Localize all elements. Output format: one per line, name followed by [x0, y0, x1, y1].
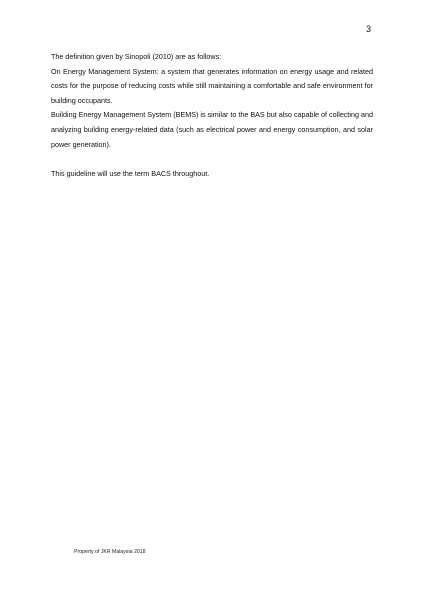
intro-paragraph: The definition given by Sinopoli (2010) are as follows:	[51, 52, 222, 61]
bems-definition-paragraph: Building Energy Management System (BEMS) is similar to the BAS but also capable of collecting and analyzing building energy-related data (such as electrical power and energy consumption, and solar power generation).	[51, 110, 373, 149]
page-footer: Property of JKR Malaysia 2018	[74, 549, 146, 555]
body-text	[51, 50, 373, 181]
page-number: 3	[366, 24, 372, 34]
closing-paragraph: This guideline will use the term BACS throughout.	[51, 168, 210, 178]
ems-definition-paragraph: On Energy Management System: a system that generates information on energy usage and related costs for the purpose of reducing costs while still maintaining a comfortable and safe environment for building occupants.	[51, 66, 373, 105]
